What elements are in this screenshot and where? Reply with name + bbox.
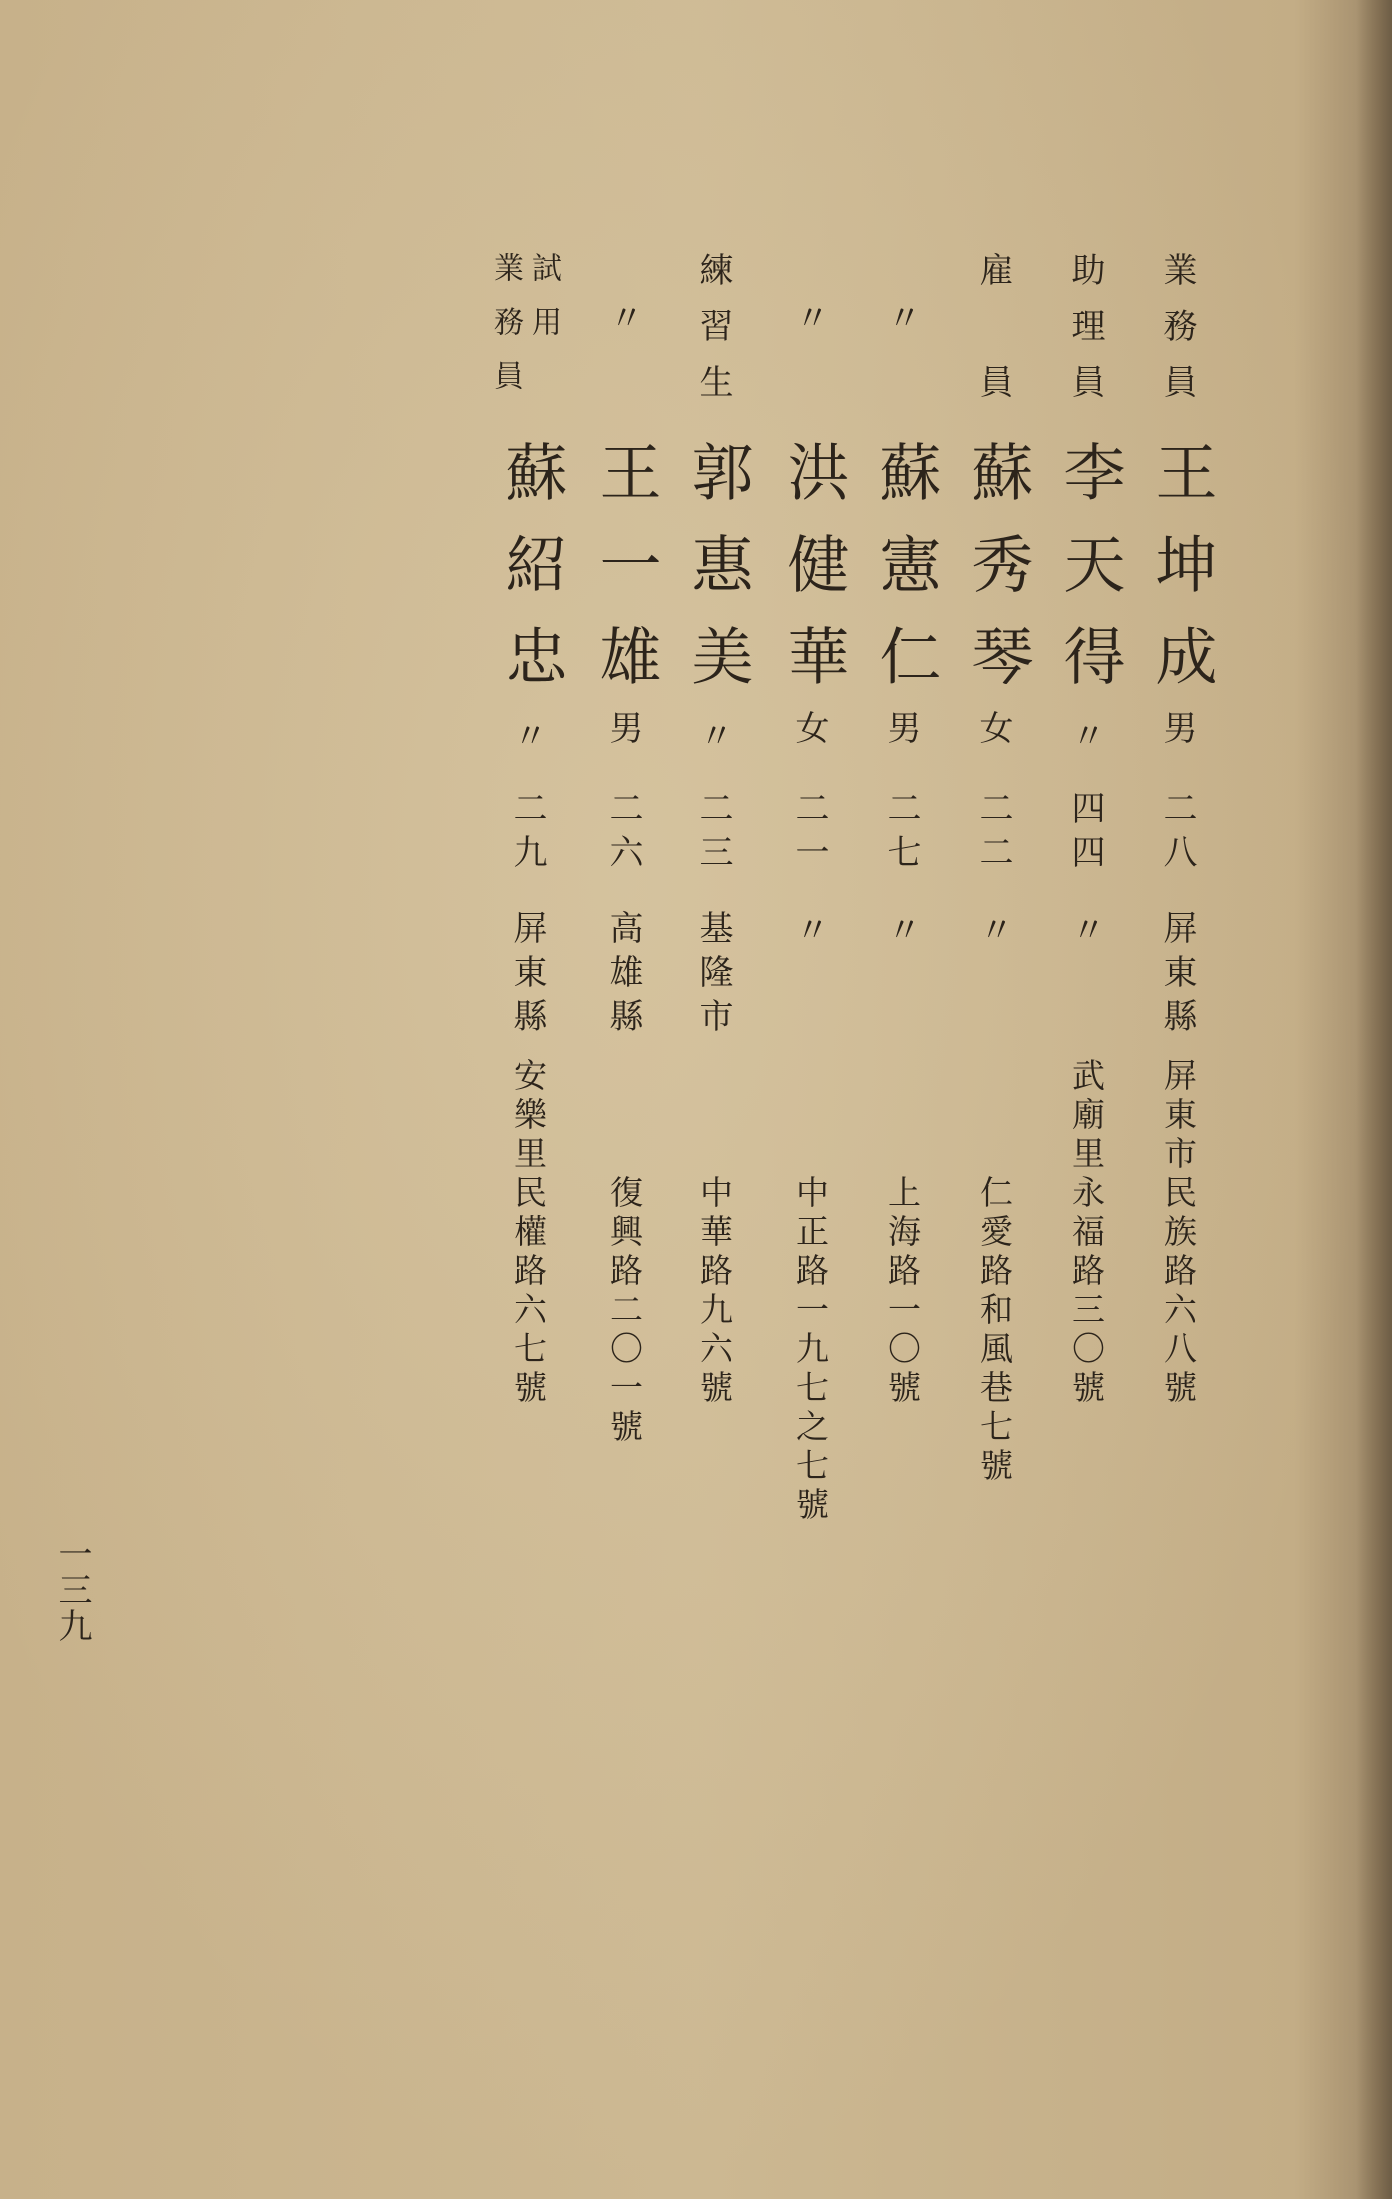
entry-8-name: 蘇紹忠 <box>495 440 568 716</box>
entry-5-name: 洪健華 <box>777 440 850 716</box>
entry-7-address: 復興路二〇一號 <box>605 1175 644 1448</box>
entry-8-role-line2: 業務員 <box>488 252 523 414</box>
entry-2-address: 武廟里永福路三〇號 <box>1067 1058 1106 1409</box>
entry-1-address: 屏東市民族路六八號 <box>1159 1058 1198 1409</box>
entry-7-age: 二六 <box>603 790 643 878</box>
entry-4-origin: 〃 <box>881 912 921 956</box>
entry-1-name: 王坤成 <box>1145 440 1218 716</box>
book-spine-shadow <box>1356 0 1392 2199</box>
entry-6-origin: 基隆市 <box>693 910 733 1042</box>
entry-3-origin: 〃 <box>973 912 1013 956</box>
entry-3-role: 雇 員 <box>973 252 1013 420</box>
entry-3-age: 二二 <box>973 790 1013 878</box>
entry-1-origin: 屏東縣 <box>1157 910 1197 1042</box>
entry-3-name: 蘇秀琴 <box>961 440 1034 716</box>
entry-5-sex: 女 <box>789 710 829 754</box>
entry-8-role-line1: 試用 <box>526 252 561 360</box>
entry-4-age: 二七 <box>881 790 921 878</box>
entry-8-origin: 屏東縣 <box>507 910 547 1042</box>
entry-5-origin: 〃 <box>789 912 829 956</box>
entry-6-address: 中華路九六號 <box>695 1175 734 1409</box>
entry-4-name: 蘇憲仁 <box>869 440 942 716</box>
entry-4-role: 〃 <box>881 300 921 356</box>
entry-5-address: 中正路一九七之七號 <box>791 1175 830 1526</box>
entry-6-age: 二三 <box>693 790 733 878</box>
entry-7-origin: 高雄縣 <box>603 910 643 1042</box>
entry-6-sex: 〃 <box>693 718 733 762</box>
entry-7-name: 王一雄 <box>589 440 662 716</box>
entry-2-origin: 〃 <box>1065 912 1105 956</box>
entry-2-name: 李天得 <box>1053 440 1126 716</box>
entry-1-age: 二八 <box>1157 790 1197 878</box>
page-number: 一三九 <box>52 1536 92 1644</box>
entry-3-sex: 女 <box>973 710 1013 754</box>
entry-3-address: 仁愛路和風巷七號 <box>975 1175 1014 1487</box>
entry-7-sex: 男 <box>603 710 643 754</box>
entry-2-sex: 〃 <box>1065 718 1105 762</box>
entry-5-age: 二一 <box>789 790 829 878</box>
entry-7-role: 〃 <box>603 300 643 356</box>
entry-8-age: 二九 <box>507 790 547 878</box>
entry-4-address: 上海路一〇號 <box>883 1175 922 1409</box>
entry-8-address: 安樂里民權路六七號 <box>509 1058 548 1409</box>
entry-1-sex: 男 <box>1157 710 1197 754</box>
entry-8-sex: 〃 <box>507 718 547 762</box>
entry-6-name: 郭惠美 <box>681 440 754 716</box>
entry-2-age: 四四 <box>1065 790 1105 878</box>
entry-1-role: 業務員 <box>1157 252 1197 420</box>
entry-4-sex: 男 <box>881 710 921 754</box>
entry-6-role: 練習生 <box>693 252 733 420</box>
entry-5-role: 〃 <box>789 300 829 356</box>
entry-2-role: 助理員 <box>1065 252 1105 420</box>
